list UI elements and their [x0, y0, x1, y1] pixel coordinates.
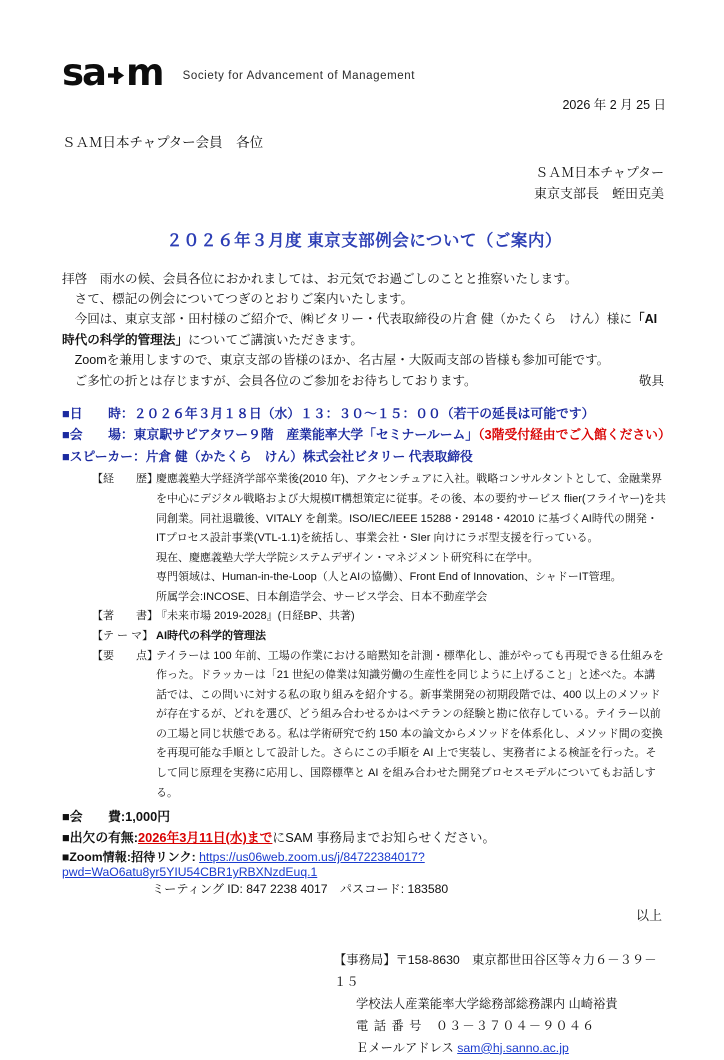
profile-theme-row: [62, 627, 666, 647]
theme-label: 【テ ー マ】: [92, 630, 154, 643]
career-paragraph-3: 専門領域は、Human-in-the-Loop（人とAIの協働）、Front End of Innovation、シャドーIT管理。: [156, 571, 622, 584]
lecture-title-emphasis: 「AI時代の科学的管理法」: [62, 312, 658, 347]
summary-value: テイラーは 100 年前、工場の作業における暗黙知を計測・標準化し、誰がやっても再現できる仕組みを作った。ドラッカーは「21 世紀の偉業は知識労働の生産性を同じように上げること」と述べた。本講話では、この問いに対する私の取り組みを紹介する。新事業開発の初期段階では、400 以上のメソッドが存在するが、どれを選び、どう組み合わせるかはベテランの経験と勘に依存している。テイラー以前の工場と同じ状態である。私は学術研究で約 150 本の論文からメソッドを体系化し、メソッド間の変換を再現可能な手順として設計した。さらにこの手順を AI 上で実装し、実務者による検証を行った。そして同じ原理を実務に応用し、国際標準と AI を組み合わせた開発プロセスモデルについてもお話しする。: [156, 649, 664, 799]
theme-value: AI時代の科学的管理法: [156, 630, 266, 643]
career-paragraph-2: 現在、慶應義塾大学大学院システムデザイン・マネジメント研究科に在学中。: [156, 551, 539, 564]
career-content: [156, 470, 666, 607]
career-label: 【経 歴】: [92, 473, 158, 486]
profile-book-row: [62, 607, 666, 627]
issue-date: 2026 年 2 月 25 日: [562, 98, 666, 112]
closing-word: 以上: [635, 908, 662, 924]
book-label: 【著 書】: [92, 610, 158, 623]
office-email-link[interactable]: sam@hj.sanno.ac.jp: [457, 1040, 569, 1055]
rsvp-line: [62, 827, 666, 846]
greeting-line-3-post: についてご講演いただきます。: [187, 332, 363, 347]
greeting-line-3: [62, 309, 666, 350]
office-email-label: Ｅメールアドレス: [356, 1040, 458, 1055]
office-block: [334, 950, 666, 1059]
office-email-line: [334, 1038, 666, 1060]
datetime-label: ■日 時：: [62, 405, 134, 421]
office-org-line: 学校法人産業能率大学総務部総務課内 山崎裕貴: [356, 996, 618, 1011]
logo-text-sa: sa: [62, 51, 105, 94]
greeting-line-5: [62, 371, 666, 391]
zoom-meeting-id-line: ミーティング ID: 847 2238 4017 パスコード: 183580: [152, 882, 449, 897]
summary-label: 【要 点】: [92, 649, 158, 662]
greeting-line-2: さて、標記の例会についてつぎのとおりご案内いたします。: [62, 291, 414, 306]
rsvp-suffix: にSAM 事務局までお知らせください。: [272, 830, 496, 846]
office-phone-line: 電 話 番 号 ０３－３７０４－９０４６: [356, 1018, 596, 1033]
logo-arrow-icon: [108, 67, 125, 84]
profile-career-row: [62, 470, 666, 607]
career-paragraph-4: 所属学会:INCOSE、日本創造学会、サービス学会、日本不動産学会: [156, 590, 488, 603]
meeting-details: [62, 403, 671, 467]
rsvp-deadline: 2026年3月11日(水)まで: [137, 830, 273, 846]
zoom-info-label: ■Zoom情報:招待リンク:: [62, 850, 196, 865]
addressee-line: ＳＡＭ日本チャプター会員 各位: [62, 135, 264, 150]
greeting-line-4: Zoomを兼用しますので、東京支部の皆様のほか、名古屋・大阪両支部の皆様も参加可能です。: [62, 353, 610, 368]
keigu: 敬具: [638, 373, 664, 388]
sender-block: [62, 163, 666, 205]
speaker-value: 片倉 健（かたくら けん）株式会社ビタリー 代表取締役: [145, 448, 473, 464]
greeting-body: [62, 269, 666, 391]
profile-summary-row: [62, 647, 666, 804]
rsvp-label: ■出欠の有無:: [62, 830, 138, 846]
career-paragraph-1: 慶應義塾大学経済学部卒業後(2010 年)、アクセンチュアに入社。戦略コンサルタントとして、金融業界を中心にデジタル戦略および大規模IT構想策定に従事。その後、本の要約サービス flier(フライヤー)を共同創業。同社退職後、VITALY を創業。ISO/IEC/IEEE 15288・29148・42010 に基づくAI時代の開発・ITプロセス設計事業(VTL-1.1)を統括し、事業会社・SIer 向けにラボ型支援を行っている。: [156, 473, 666, 545]
greeting-line-3-pre: 今回は、東京支部・田村様のご紹介で、㈱ビタリー・代表取締役の片倉 健（かたくら けん）様に: [62, 312, 632, 327]
office-address-line: 【事務局】〒158-8630 東京都世田谷区等々力６－３９－１５: [334, 953, 657, 990]
header: [62, 51, 666, 94]
sender-org: ＳＡＭ日本チャプター: [535, 165, 664, 180]
meeting-datetime-line: [62, 403, 666, 424]
book-value: 『未来市場 2019-2028』(日経BP、共著): [156, 610, 355, 623]
venue-label: ■会 場：: [62, 427, 134, 443]
fee-line: ■会 費:1,000円: [62, 809, 170, 825]
venue-value: 東京駅サピアタワー９階 産業能率大学「セミナールーム」: [133, 427, 479, 443]
speaker-label: ■スピーカー：: [62, 448, 146, 464]
logo-tagline: Society for Advancement of Management: [182, 70, 416, 82]
sender-person: 東京支部長 蛭田克美: [533, 185, 664, 201]
meeting-speaker-line: [62, 446, 666, 467]
meeting-venue-line: [62, 424, 671, 445]
greeting-line-1: 拝啓 雨水の候、会員各位におかれましては、お元気でお過ごしのことと推察いたします。: [62, 271, 578, 286]
closing-request: ご多忙の折とは存じますが、会員各位のご参加をお待ちしております。: [62, 373, 477, 388]
zoom-invite-link[interactable]: https://us06web.zoom.us/j/84722384017?pwd=WaO6atu8yr5YIU54CBR1yRBXNzdEuq.1: [62, 850, 425, 880]
datetime-value: ２０２６年３月１８日（水）１３：３０～１５：００（若干の延長は可能です）: [133, 405, 595, 421]
speaker-profile: [62, 470, 666, 803]
sam-logo: [62, 51, 163, 94]
zoom-info-line: [62, 848, 666, 879]
document-title: ２０２６年３月度 東京支部例会について（ご案内）: [166, 231, 562, 250]
venue-entry-note: （3階受付経由でご入館ください）: [478, 427, 671, 443]
logo-text-m: m: [126, 51, 163, 94]
